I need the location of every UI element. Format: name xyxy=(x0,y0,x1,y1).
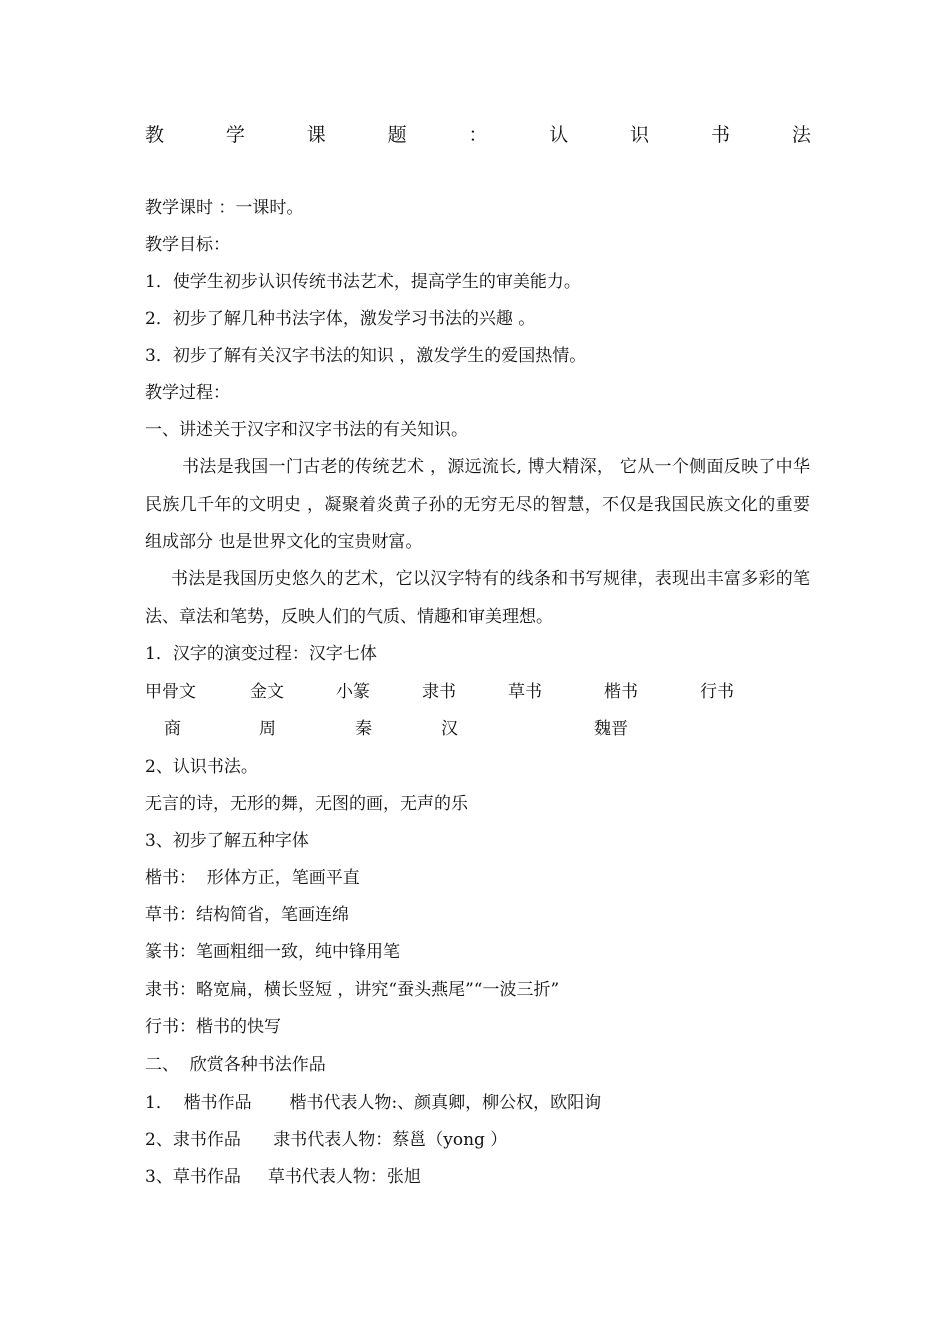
paragraph-2: 书法是我国历史悠久的艺术，它以汉字特有的线条和书写规律，表现出丰富多彩的笔法、章法和笔势，反映人们的气质、情趣和审美理想。 xyxy=(145,569,810,627)
title-char: 学 xyxy=(225,124,245,146)
font-xing: 行书：楷书的快写 xyxy=(145,1017,281,1037)
lesson-hours: 教学课时 ：一课时。 xyxy=(145,198,304,218)
work-item-1: 1． 楷书作品 楷书代表人物:、颜真卿，柳公权，欧阳询 xyxy=(145,1093,602,1113)
script-label: 草书 xyxy=(508,682,542,702)
script-label: 隶书 xyxy=(422,682,456,702)
font-zhuan: 篆书：笔画粗细一致，纯中锋用笔 xyxy=(145,942,400,962)
goal-item-3: 3．初步了解有关汉字书法的知识 ，激发学生的爱国热情。 xyxy=(145,346,587,366)
font-kai: 楷书： 形体方正，笔画平直 xyxy=(145,868,360,888)
title-char: 识 xyxy=(630,124,650,146)
script-label: 小篆 xyxy=(336,682,370,702)
font-cao: 草书：结构简省，笔画连绵 xyxy=(145,905,349,925)
dynasty-label: 周 xyxy=(259,719,276,739)
script-label: 楷书 xyxy=(604,682,638,702)
calligraphy-poem: 无言的诗，无形的舞，无图的画，无声的乐 xyxy=(145,794,468,814)
paragraph-1: 书法是我国一门古老的传统艺术 ，源远流长, 博大精深， 它从一个侧面反映了中华民族几千年的文明史 ，凝聚着炎黄子孙的无穷无尽的智慧，不仅是我国民族文化的重要组成部分 也是世界文化的宝贵财富。 xyxy=(145,457,810,552)
work-item-2: 2、隶书作品 隶书代表人物：蔡邕（yong ） xyxy=(145,1130,508,1150)
title-char: 教 xyxy=(145,124,165,146)
script-label: 甲骨文 xyxy=(145,682,196,702)
evolution-heading: 1．汉字的演变过程：汉字七体 xyxy=(145,644,377,664)
dynasty-label: 汉 xyxy=(441,719,458,739)
title-char: 题 xyxy=(387,124,407,146)
process-heading: 教学过程： xyxy=(145,383,230,403)
title-char: 法 xyxy=(791,124,811,146)
goal-item-1: 1．使学生初步认识传统书法艺术，提高学生的审美能力。 xyxy=(145,272,581,292)
script-label: 行书 xyxy=(700,682,734,702)
section-1-heading: 一、讲述关于汉字和汉字书法的有关知识。 xyxy=(145,420,468,440)
goal-item-2: 2．初步了解几种书法字体，激发学习书法的兴趣 。 xyxy=(145,309,536,329)
work-item-3: 3、草书作品 草书代表人物：张旭 xyxy=(145,1167,421,1187)
section-2-heading: 二、 欣赏各种书法作品 xyxy=(145,1055,326,1075)
title-char: 认 xyxy=(549,124,569,146)
script-label: 金文 xyxy=(250,682,284,702)
title-char: 课 xyxy=(306,124,326,146)
know-calligraphy-heading: 2、认识书法。 xyxy=(145,757,258,777)
title-char: ： xyxy=(468,124,488,146)
dynasty-label: 魏晋 xyxy=(594,719,628,739)
font-li: 隶书：略宽扁，横长竖短 ，讲究“蚕头燕尾”“一波三折” xyxy=(145,980,560,1000)
dynasty-label: 商 xyxy=(164,719,181,739)
title-char: 书 xyxy=(711,124,731,146)
lesson-title xyxy=(145,120,811,147)
goals-heading: 教学目标： xyxy=(145,235,230,255)
five-fonts-heading: 3、初步了解五种字体 xyxy=(145,831,309,851)
dynasty-label: 秦 xyxy=(355,719,372,739)
